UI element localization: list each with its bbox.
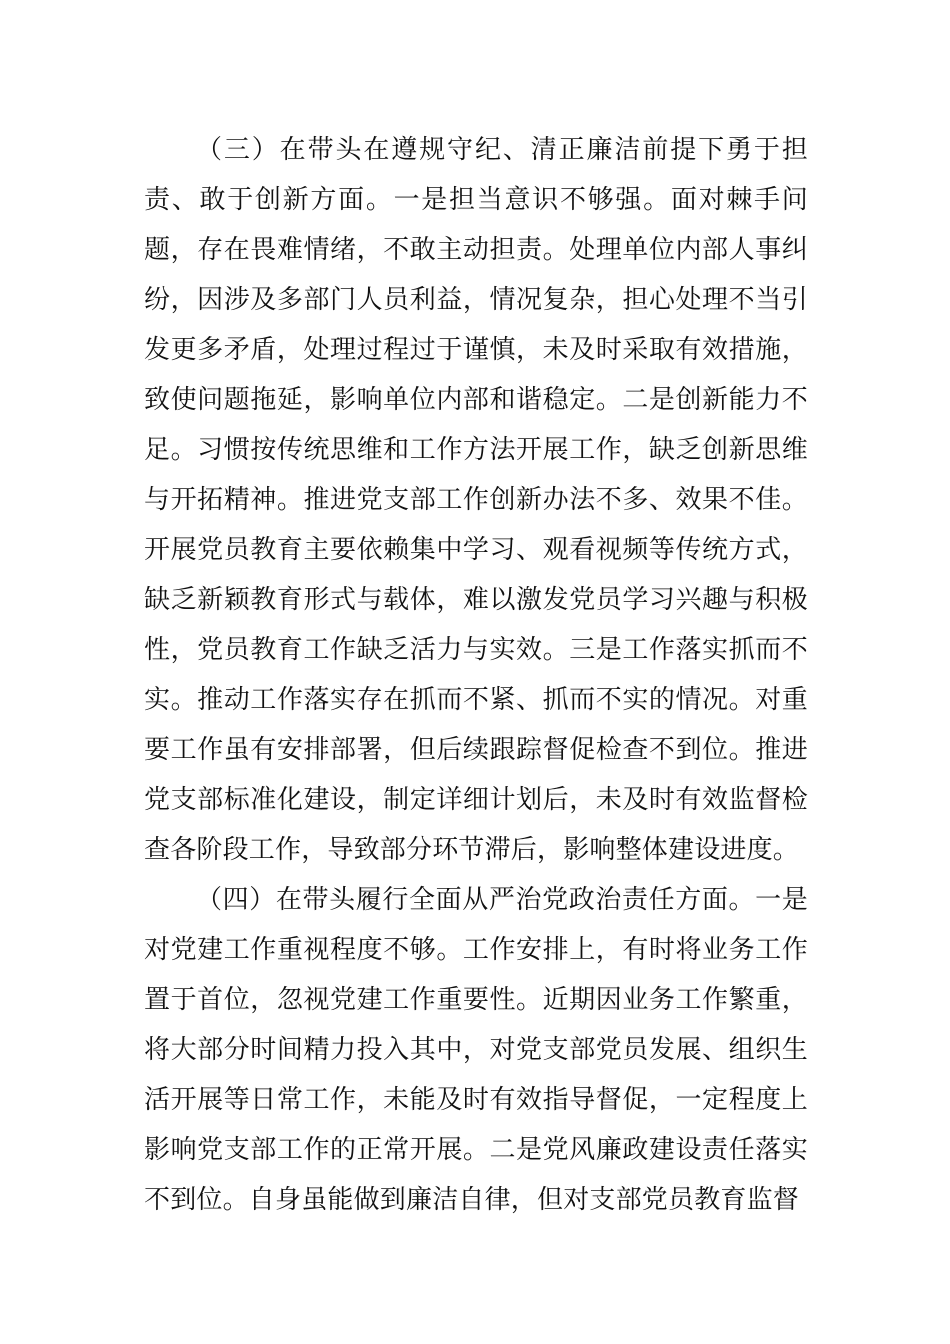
paragraph-section-three: （三）在带头在遵规守纪、清正廉洁前提下勇于担责、敢于创新方面。一是担当意识不够强。面对棘手问题，存在畏难情绪，不敢主动担责。处理单位内部人事纠纷，因涉及多部门人员利益，情况复杂，担心处理不当引发更多矛盾，处理过程过于谨慎，未及时采取有效措施，致使问题拖延，影响单位内部和谐稳定。二是创新能力不足。习惯按传统思维和工作方法开展工作，缺乏创新思维与开拓精神。推进党支部工作创新办法不多、效果不佳。开展党员教育主要依赖集中学习、观看视频等传统方式，缺乏新颖教育形式与载体，难以激发党员学习兴趣与积极性，党员教育工作缺乏活力与实效。三是工作落实抓而不实。推动工作落实存在抓而不紧、抓而不实的情况。对重要工作虽有安排部署，但后续跟踪督促检查不到位。推进党支部标准化建设，制定详细计划后，未及时有效监督检查各阶段工作，导致部分环节滞后，影响整体建设进度。 [144, 135, 808, 865]
paragraph-section-four: （四）在带头履行全面从严治党政治责任方面。一是对党建工作重视程度不够。工作安排上，有时将业务工作置于首位，忽视党建工作重要性。近期因业务工作繁重，将大部分时间精力投入其中，对党支部党员发展、组织生活开展等日常工作，未能及时有效指导督促，一定程度上影响党支部工作的正常开展。二是党风廉政建设责任落实不到位。自身虽能做到廉洁自律，但对支部党员教育监督 [144, 885, 808, 1215]
document-body [144, 125, 808, 1225]
